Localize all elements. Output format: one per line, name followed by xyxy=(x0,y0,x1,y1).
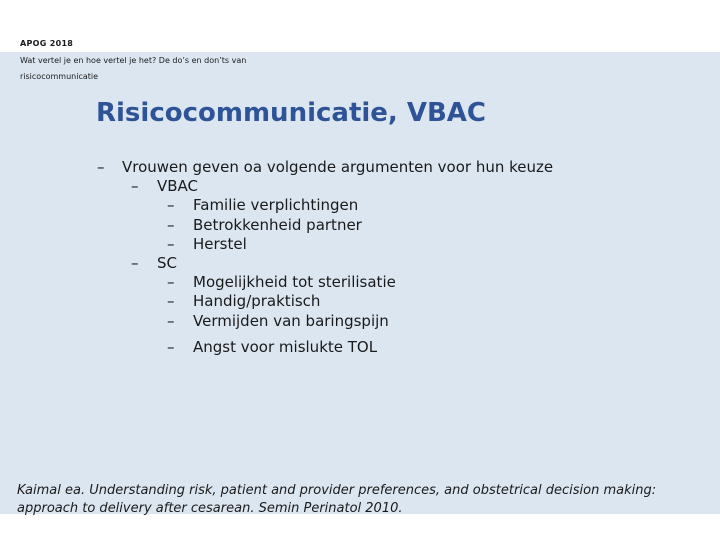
slide-title: Risicocommunicatie, VBAC xyxy=(96,98,486,128)
citation: Kaimal ea. Understanding risk, patient and provider preferences, and obstetrical decision making: approach to delivery after cesarean. Semin Perinatol 2010. xyxy=(17,483,657,516)
bullet-item: Betrokkenheid partner xyxy=(193,216,362,234)
bullet-dash: – xyxy=(167,338,175,356)
bullet-vbac: VBAC xyxy=(157,177,199,195)
bullet-item: Handig/praktisch xyxy=(193,292,321,310)
bullet-dash: – xyxy=(167,292,175,310)
header-subtitle-line-1: Wat vertel je en hoe vertel je het? De do’s en don’ts van xyxy=(20,56,247,65)
bullet-dash: – xyxy=(167,196,175,214)
conference-label: APOG 2018 xyxy=(20,39,74,48)
header-subtitle-line-2: risicocommunicatie xyxy=(20,72,99,81)
bullet-item: Vermijden van baringspijn xyxy=(193,312,389,330)
bullet-dash: – xyxy=(167,312,175,330)
bullet-dash: – xyxy=(97,158,105,176)
bullet-dash: – xyxy=(131,254,139,272)
bullet-dash: – xyxy=(167,273,175,291)
bullet-sc: SC xyxy=(157,254,177,272)
bullet-dash: – xyxy=(167,235,175,253)
bullet-item: Mogelijkheid tot sterilisatie xyxy=(193,273,396,291)
bullet-item: Angst voor mislukte TOL xyxy=(193,338,378,356)
bullet-main: Vrouwen geven oa volgende argumenten voor hun keuze xyxy=(122,158,554,176)
bullet-dash: – xyxy=(131,177,139,195)
bullet-dash: – xyxy=(167,216,175,234)
bullet-item: Herstel xyxy=(193,235,247,253)
bullet-item: Familie verplichtingen xyxy=(193,196,359,214)
